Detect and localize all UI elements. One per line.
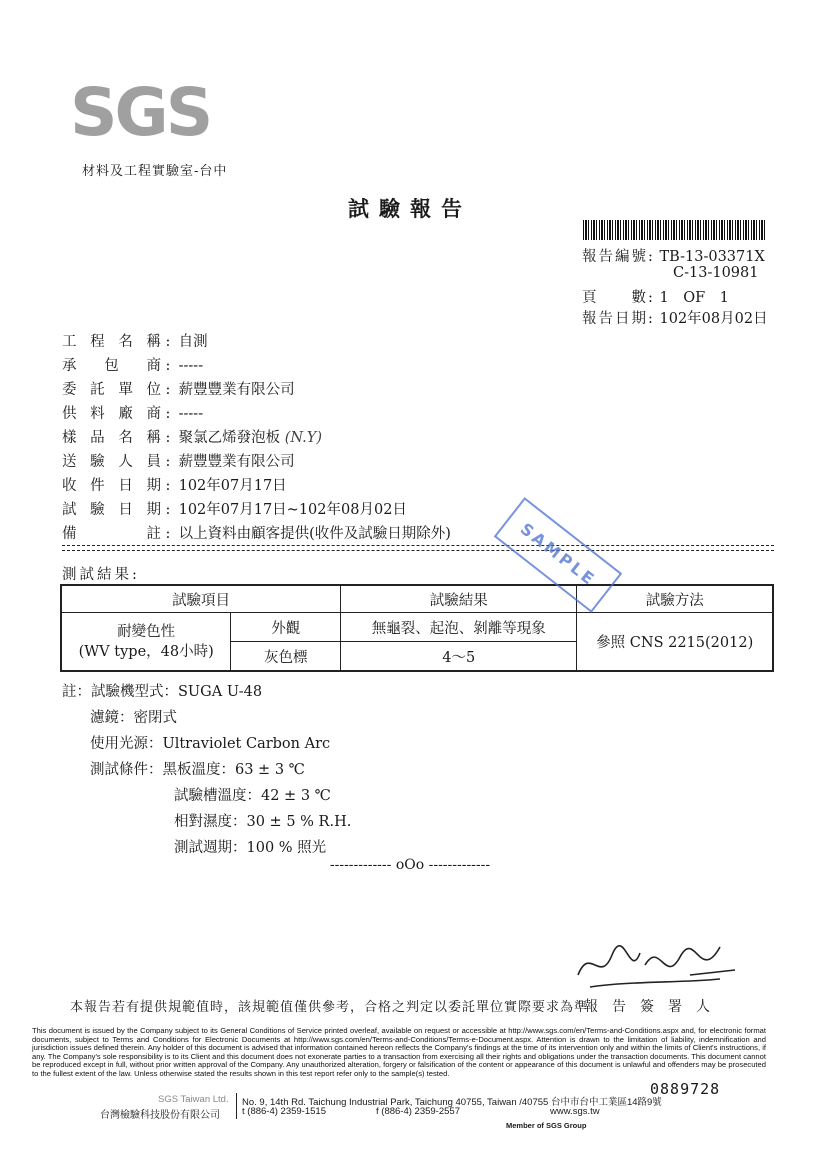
field-value: 102年07月17日~102年08月02日: [178, 502, 407, 518]
field-value: 薪豐豐業有限公司: [178, 454, 295, 470]
terms-text: This document is issued by the Company subject to its General Conditions of Service printed overleaf, available on request or accessible at http://www.sgs.com/en/Terms-and-Conditions.aspx and, for electronic format documents, subject to Terms and Conditions for Electronic Documents at http://www.sgs.com/en/Terms-and-Conditions/Terms-e-Document.aspx. Attention is drawn to the limitation of liability, indemnification and jurisdiction issues defined therein. Any holder of this document is advised that information contained hereon reflects the Company's findings at the time of its intervention only and within the limits of Client's instructions, if any. The Company's sole responsibility is to its Client and this document does not exonerate parties to a transaction from exercising all their rights and obligations under the transaction documents. This document cannot be reproduced except in full, without prior written approval of the Company. Any unauthorized alteration, forgery or falsification of the content or appearance of this document is unlawful and offenders may be prosecuted to the fullest extent of the law. Unless otherwise stated the results shown in this test report refer only to the sample(s) tested.: [32, 1026, 766, 1078]
field-key: 備註: [62, 526, 162, 542]
report-title: 試驗報告: [348, 196, 472, 221]
header-item: 試驗項目: [61, 585, 341, 613]
field-row: 承包商 : -----: [62, 354, 203, 375]
field-value: 自測: [178, 334, 208, 350]
field-row: 樣品名稱 : 聚氯乙烯發泡板 (N.Y): [62, 426, 322, 447]
signer-label: 報告簽署人: [584, 999, 724, 1015]
report-date-value: 102年08月02日: [659, 311, 768, 327]
signature: [570, 935, 740, 995]
header-result: 試驗結果: [341, 585, 577, 613]
field-value: 102年07月17日: [178, 478, 287, 494]
report-number-key: 報告編號:: [582, 249, 655, 265]
field-key: 送驗人員: [62, 454, 162, 470]
field-row: 送驗人員 : 薪豐豐業有限公司: [62, 450, 295, 471]
field-row: 工程名稱 : 自測: [62, 330, 208, 351]
disclaimer: 本報告若有提供規範值時，該規範值僅供參考，合格之判定以委託單位實際要求為準: [70, 1000, 589, 1015]
sgs-logo: SGS: [70, 74, 211, 151]
field-key: 收件日期: [62, 478, 162, 494]
report-number-row: [582, 245, 765, 266]
field-key: 委託單位: [62, 382, 162, 398]
lab-name: 材料及工程實驗室-台中: [82, 164, 228, 179]
member-text: Member of SGS Group: [506, 1121, 587, 1130]
field-value: 聚氯乙烯發泡板: [178, 430, 281, 446]
field-value: -----: [178, 358, 204, 374]
sub-item: 灰色標: [231, 642, 341, 672]
item-line2: (WV type，48小時): [78, 643, 214, 660]
results-table: [60, 584, 774, 672]
note-machine: 註：試驗機型式：SUGA U-48: [62, 684, 263, 700]
fax: f (886-4) 2359-2557: [376, 1106, 460, 1117]
note-filter: 濾鏡：密閉式: [90, 710, 177, 726]
website: www.sgs.tw: [550, 1106, 600, 1117]
pages-value: 1 OF 1: [659, 290, 729, 306]
barcode: [583, 220, 767, 240]
item-cell: [61, 613, 231, 672]
phone: t (886-4) 2359-1515: [242, 1106, 326, 1117]
field-value: 薪豐豐業有限公司: [178, 382, 295, 398]
note-condition: 測試週期：100 % 照光: [174, 840, 327, 856]
sub-item: 外觀: [231, 613, 341, 642]
field-row: 收件日期 : 102年07月17日: [62, 474, 287, 495]
note-light: 使用光源：Ultraviolet Carbon Arc: [90, 736, 331, 752]
report-number-2-value: C-13-10981: [673, 265, 759, 281]
method-cell: 參照 CNS 2215(2012): [577, 613, 773, 672]
address: No. 9, 14th Rd. Taichung Industrial Park, Taichung 40755, Taiwan /40755 台中市台中工業區14路9號: [242, 1097, 662, 1108]
report-date-key: 報告日期:: [582, 311, 655, 327]
company-en: SGS Taiwan Ltd.: [158, 1094, 229, 1105]
result-value: 4～5: [341, 642, 577, 672]
sample-stamp: SAMPLE: [494, 497, 622, 613]
field-row: 供料廠商 : -----: [62, 402, 203, 423]
table-row: [61, 613, 773, 642]
result-value: 無龜裂、起泡、剝離等現象: [341, 613, 577, 642]
serial-number: 0889728: [650, 1080, 721, 1098]
divider: [62, 545, 774, 551]
report-date-row: [582, 307, 768, 328]
note-condition: 相對濕度：30 ± 5 % R.H.: [174, 814, 352, 830]
field-key: 樣品名稱: [62, 430, 162, 446]
field-row: 備註 : 以上資料由顧客提供(收件及試驗日期除外): [62, 522, 451, 543]
field-value: -----: [178, 406, 204, 422]
field-row: 委託單位 : 薪豐豐業有限公司: [62, 378, 295, 399]
results-label: 測試結果:: [62, 567, 140, 583]
field-key: 承包商: [62, 358, 162, 374]
end-mark: ------------- oOo -------------: [329, 857, 491, 873]
field-value: 以上資料由顧客提供(收件及試驗日期除外): [178, 526, 451, 542]
header-method: 試驗方法: [577, 585, 773, 613]
pages-key: 頁 數:: [582, 290, 655, 306]
field-key: 供料廠商: [62, 406, 162, 422]
table-header-row: [61, 585, 773, 613]
field-row: 試驗日期 : 102年07月17日~102年08月02日: [62, 498, 407, 519]
report-number-value: TB-13-03371X: [659, 249, 765, 265]
handwritten-note: (N.Y): [284, 430, 322, 446]
note-condition: 試驗槽溫度：42 ± 3 ℃: [174, 788, 331, 804]
field-key: 工程名稱: [62, 334, 162, 350]
report-number-2: [673, 265, 758, 281]
footer-divider: [236, 1093, 237, 1119]
note-condition: 測試條件：黑板溫度：63 ± 3 ℃: [90, 762, 305, 778]
company-zh: 台灣檢驗科技股份有限公司: [100, 1110, 220, 1121]
pages-row: [582, 286, 729, 307]
field-key: 試驗日期: [62, 502, 162, 518]
item-line1: 耐變色性: [117, 623, 176, 640]
